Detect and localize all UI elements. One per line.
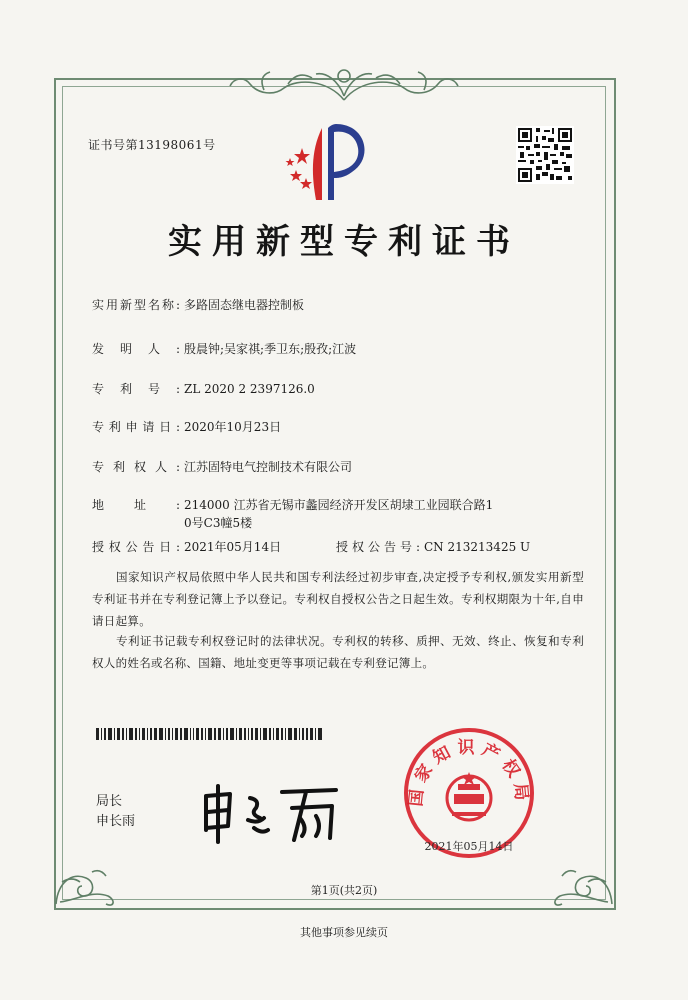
bottom-left-ornament bbox=[52, 842, 122, 908]
statement-paragraph-2: 专利证书记载专利权登记时的法律状况。专利权的转移、质押、无效、终止、恢复和专利权人的姓名或名称、国籍、地址变更等事项记载在专利登记簿上。 bbox=[92, 634, 584, 670]
barcode-strip bbox=[96, 728, 322, 740]
barcode-bar bbox=[165, 728, 166, 740]
barcode-bar bbox=[135, 728, 137, 740]
barcode-bar bbox=[104, 728, 106, 740]
qr-code-icon bbox=[516, 126, 574, 184]
field-label: 专利申请日: bbox=[92, 420, 180, 434]
field-value: 214000 江苏省无锡市蠡园经济开发区胡埭工业园联合路1 bbox=[184, 498, 494, 512]
barcode-bar bbox=[239, 728, 242, 740]
field-value: 殷晨钟;吴家祺;季卫东;殷孜;江波 bbox=[184, 342, 357, 356]
barcode-bar bbox=[260, 728, 261, 740]
barcode-bar bbox=[263, 728, 267, 740]
barcode-bar bbox=[306, 728, 308, 740]
barcode-bar bbox=[214, 728, 216, 740]
barcode-bar bbox=[117, 728, 120, 740]
barcode-bar bbox=[273, 728, 274, 740]
field-inventor bbox=[92, 340, 356, 357]
field-value: 多路固态继电器控制板 bbox=[184, 298, 305, 312]
barcode-bar bbox=[126, 728, 127, 740]
barcode-bar bbox=[196, 728, 199, 740]
field-value: 2020年10月23日 bbox=[184, 420, 282, 434]
barcode-bar bbox=[244, 728, 246, 740]
cnipa-logo-icon bbox=[282, 118, 378, 202]
bottom-right-ornament bbox=[546, 842, 616, 908]
barcode-bar bbox=[96, 728, 99, 740]
barcode-bar bbox=[154, 728, 157, 740]
barcode-bar bbox=[315, 728, 316, 740]
barcode-bar bbox=[193, 728, 194, 740]
barcode-bar bbox=[150, 728, 152, 740]
barcode-bar bbox=[184, 728, 188, 740]
barcode-bar bbox=[223, 728, 224, 740]
statement-paragraph-1: 国家知识产权局依照中华人民共和国专利法经过初步审查,决定授予专利权,颁发实用新型专利证书并在专利登记簿上予以登记。专利权自授权公告之日起生效。专利权期限为十年,自申请日起算。 bbox=[92, 570, 584, 628]
field-filing-date bbox=[92, 418, 281, 435]
field-value: CN 213213425 U bbox=[424, 540, 531, 554]
official-seal-icon bbox=[402, 726, 536, 860]
barcode-bar bbox=[175, 728, 178, 740]
seal-text: 国家知识产权局 bbox=[406, 738, 532, 808]
barcode-bar bbox=[168, 728, 170, 740]
barcode-bar bbox=[180, 728, 182, 740]
barcode-bar bbox=[310, 728, 313, 740]
barcode-bar bbox=[208, 728, 212, 740]
footer-note: 其他事项参见续页 bbox=[300, 926, 388, 939]
field-grant-publication-number bbox=[336, 538, 530, 555]
barcode-bar bbox=[299, 728, 300, 740]
barcode-bar bbox=[218, 728, 221, 740]
barcode-bar bbox=[269, 728, 271, 740]
field-value: 江苏固特电气控制技术有限公司 bbox=[184, 460, 353, 474]
barcode-bar bbox=[142, 728, 145, 740]
barcode-bar bbox=[236, 728, 237, 740]
field-address-line2: 0号C3幢5楼 bbox=[184, 516, 253, 530]
signature-icon bbox=[196, 778, 346, 848]
field-utility-model-name bbox=[92, 296, 304, 313]
barcode-bar bbox=[318, 728, 322, 740]
seal-date-overlay: 2021年05月14日 bbox=[424, 840, 514, 853]
barcode-bar bbox=[281, 728, 283, 740]
barcode-bar bbox=[101, 728, 102, 740]
barcode-bar bbox=[255, 728, 258, 740]
barcode-bar bbox=[251, 728, 253, 740]
official-name: 申长雨 bbox=[96, 814, 136, 829]
field-address bbox=[92, 496, 493, 513]
field-patent-number bbox=[92, 380, 315, 397]
barcode-bar bbox=[276, 728, 279, 740]
barcode-bar bbox=[205, 728, 206, 740]
barcode-bar bbox=[172, 728, 173, 740]
field-label: 授权公告号: bbox=[336, 540, 420, 554]
barcode-bar bbox=[190, 728, 191, 740]
barcode-bar bbox=[248, 728, 249, 740]
field-grant-date bbox=[92, 538, 281, 555]
barcode-bar bbox=[302, 728, 304, 740]
field-patentee bbox=[92, 458, 352, 475]
certificate-number: 证书号第13198061号 bbox=[88, 138, 216, 152]
barcode-bar bbox=[285, 728, 286, 740]
barcode-bar bbox=[122, 728, 124, 740]
field-label: 专利权人: bbox=[92, 460, 180, 474]
barcode-bar bbox=[139, 728, 140, 740]
top-ornament bbox=[228, 60, 460, 104]
field-label: 实用新型名称: bbox=[92, 298, 180, 312]
barcode-bar bbox=[114, 728, 115, 740]
field-label: 专利号: bbox=[92, 382, 180, 396]
certificate-title: 实用新型专利证书 bbox=[168, 222, 520, 262]
barcode-bar bbox=[201, 728, 203, 740]
barcode-bar bbox=[226, 728, 228, 740]
official-title: 局长 bbox=[96, 794, 123, 809]
field-label: 地址: bbox=[92, 498, 180, 512]
barcode-bar bbox=[108, 728, 112, 740]
barcode-bar bbox=[129, 728, 133, 740]
field-value: 2021年05月14日 bbox=[184, 540, 282, 554]
field-label: 授权公告日: bbox=[92, 540, 180, 554]
field-value: ZL 2020 2 2397126.0 bbox=[184, 382, 315, 396]
barcode-bar bbox=[288, 728, 292, 740]
barcode-bar bbox=[294, 728, 297, 740]
field-label: 发明人: bbox=[92, 342, 180, 356]
barcode-bar bbox=[147, 728, 148, 740]
barcode-bar bbox=[230, 728, 234, 740]
barcode-bar bbox=[159, 728, 163, 740]
page-number: 第1页(共2页) bbox=[310, 884, 378, 897]
